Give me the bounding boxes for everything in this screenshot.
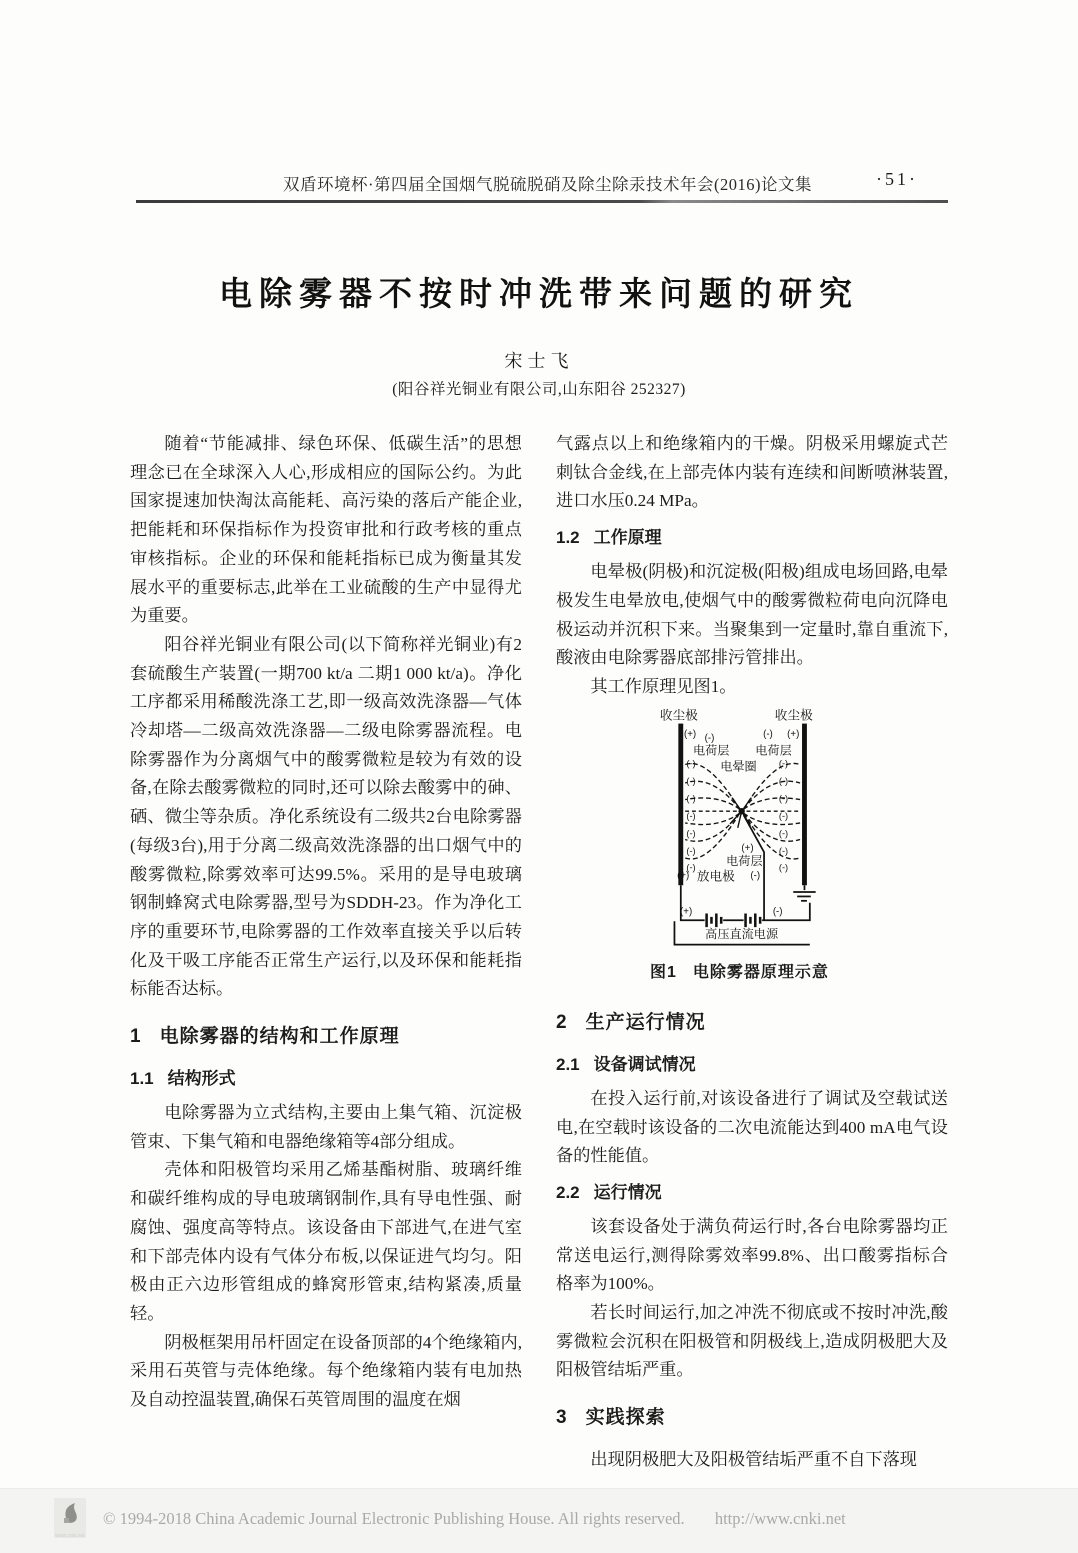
section-heading-1-2 [556,524,948,552]
cnki-url: http://www.cnki.net [714,1509,846,1528]
figure-caption-title: 电除雾器原理示意 [692,964,829,982]
minus-mark: (-) [686,793,696,804]
minus-mark: (-) [750,870,761,882]
section-heading-2-1 [556,1051,948,1079]
figure-1 [650,708,882,988]
section-number: 1.1 [130,1069,154,1089]
proceedings-title: 双盾环境杯·第四届全国烟气脱硫脱硝及除尘除汞技术年会(2016)论文集 [283,175,812,194]
plus-mark: (+) [741,842,754,854]
section-heading-1-1 [130,1065,522,1093]
section-title: 实践探索 [585,1407,666,1429]
paragraph-principle-2: 其工作原理见图1。 [590,676,737,696]
minus-mark: (-) [686,845,696,856]
section-number: 1 [130,1026,142,1048]
label-charge-layer-left: 电荷层 [692,743,730,758]
article-title: 电除雾器不按时冲洗带来问题的研究 [219,275,859,312]
minus-mark: (-) [686,862,696,873]
minus-mark: (-) [778,758,789,769]
minus-mark: (-) [772,906,783,918]
ground-symbol [793,885,815,901]
collecting-electrode-bar-left [678,723,683,885]
minus-mark: (-) [778,775,789,786]
section-title: 生产运行情况 [585,1011,706,1033]
cnki-swoosh-icon [54,1498,86,1530]
cnki-logo [54,1498,86,1538]
minus-mark: (-) [778,793,789,804]
figure-caption-number: 图1 [650,964,677,982]
label-collecting-right: 收尘极 [774,708,813,723]
paragraph-principle-1: 电晕极(阴极)和沉淀极(阳极)组成电场回路,电晕极发生电晕放电,使烟气中的酸雾微粒荷电向沉降电极运动并沉积下来。当聚集到一定量时,靠自重流下,酸液由电除雾器底部排污管排出。 [556,562,948,668]
paragraph-structure-2: 壳体和阳极管均采用乙烯基酯树脂、玻璃纤维和碳纤维构成的导电玻璃钢制作,具有导电性强、耐腐蚀、强度高等特点。该设备由下部进气,在进气室和下部壳体内设有气体分布板,以保证进气均匀。阳极由正六边形管组成的蜂窝形管束,结构紧凑,质量轻。 [130,1160,522,1323]
paragraph-intro-1: 随着“节能减排、绿色环保、低碳生活”的思想理念已在全球深入人心,形成相应的国际公约。为此国家提速加快淘汰高能耗、高污染的落后产能企业,把能耗和环保指标作为投资审批和行政考核的重点审核指标。企业的环保和能耗指标已成为衡量其发展水平的重要标志,此举在工业硫酸的生产中显得尤为重要。 [130,434,522,626]
minus-mark: (-) [778,845,789,856]
paragraph-structure-3-cont: 气露点以上和绝缘箱内的干燥。阴极采用螺旋式芒刺钛合金线,在上部壳体内装有连续和间断喷淋装置,进口水压0.24 MPa。 [556,434,948,511]
section-title: 工作原理 [593,528,662,548]
paragraph-structure-1: 电除雾器为立式结构,主要由上集气箱、沉淀极管束、下集气箱和电器绝缘箱等4部分组成。 [130,1103,522,1151]
section-number: 1.2 [556,528,580,548]
section-title: 结构形式 [167,1069,236,1089]
section-heading-1 [130,1022,522,1051]
minus-mark: (-) [686,775,696,786]
minus-mark: (-) [778,810,789,821]
paragraph-practice: 出现阴极肥大及阳极管结垢严重不自下落现 [590,1450,917,1470]
section-number: 2 [556,1011,568,1033]
section-number: 3 [556,1407,568,1429]
paragraph-commissioning: 在投入运行前,对该设备进行了调试及空载试送电,在空载时该设备的二次电流能达到400 mA电气设备的性能值。 [556,1088,948,1166]
label-collecting-left: 收尘极 [659,708,698,723]
plus-mark: (+) [683,728,697,740]
figure1-schematic [654,708,878,950]
section-title: 电除雾器的结构和工作原理 [159,1026,400,1048]
plus-mark: (+) [677,870,690,882]
label-charge-layer-right: 电荷层 [755,743,792,758]
plus-mark: (+) [787,728,800,740]
page-number: ·51· [876,169,918,189]
column-right [556,430,948,1475]
paragraph-structure-3: 阴极框架用吊杆固定在设备顶部的4个绝缘箱内,采用石英管与壳体绝缘。每个绝缘箱内装有电加热及自动控温装置,确保石英管周围的温度在烟 [130,1332,522,1410]
minus-mark: (-) [778,828,789,839]
label-discharge-electrode: 放电极 [696,868,735,883]
minus-mark: (-) [704,732,715,744]
figure-caption [650,959,882,988]
header-rule [136,200,948,203]
plus-mark: (+) [680,906,693,918]
cnki-logo-caption: www.cnki.net [55,1533,85,1539]
section-number: 2.1 [556,1054,580,1074]
minus-mark: (-) [686,828,696,839]
paragraph-operation-1: 该套设备处于满负荷运行时,各台电除雾器均正常送电运行,测得除雾效率99.8%、出口酸雾指标合格率为100%。 [556,1216,948,1294]
section-title: 设备调试情况 [593,1054,696,1074]
section-heading-2 [556,1008,948,1037]
footer-copyright-line [103,1509,846,1529]
paragraph-intro-2: 阳谷祥光铜业有限公司(以下简称祥光铜业)有2套硫酸生产装置(一期700 kt/a 二期1 000 kt/a)。净化工序都采用稀酸洗涤工艺,即一级高效洗涤器—气体冷却塔—二级高效洗涤器—二级电除雾器流程。电除雾器作为分离烟气中的酸雾微粒是较为有效的设备,在除去酸雾微粒的同时,还可以除去酸雾中的砷、硒、微尘等杂质。净化系统设有二级共2台电除雾器(每级3台),用于分离二级高效洗涤器的出口烟气中的酸雾微粒,除雾效率可达99.5%。采用的是导电玻璃钢制蜂窝式电除雾器,型号为SDDH-23。作为净化工序的重要环节,电除雾器的工作效率直接关乎以后转化及干吸工序能否正常生产运行,以及环保和能耗指标能否达标。 [130,634,522,999]
minus-mark: (-) [763,728,773,740]
section-number: 2.2 [556,1182,580,1202]
minus-mark: (-) [686,810,696,821]
cnki-footer [0,1488,1078,1553]
paragraph-operation-2: 若长时间运行,加之冲洗不彻底或不按时冲洗,酸雾微粒会沉积在阳极管和阴极线上,造成阴极肥大及阳极管结垢严重。 [556,1303,948,1380]
section-heading-2-2 [556,1179,948,1207]
label-charge-layer-center: 电荷层 [726,853,763,868]
minus-mark: (-) [686,758,696,769]
column-left [130,430,522,1415]
label-power-supply: 高压直流电源 [705,926,779,941]
collecting-electrode-bar-right [802,723,807,885]
author-affiliation: (阳谷祥光铜业有限公司,山东阳谷 252327) [392,381,686,398]
author-name: 宋士飞 [504,351,574,371]
minus-mark: (-) [778,862,789,873]
copyright-text: © 1994-2018 China Academic Journal Electronic Publishing House. All rights reserved. [103,1509,685,1528]
section-title: 运行情况 [593,1182,662,1202]
section-heading-3 [556,1403,948,1432]
label-corona-ring: 电晕圈 [720,758,757,773]
